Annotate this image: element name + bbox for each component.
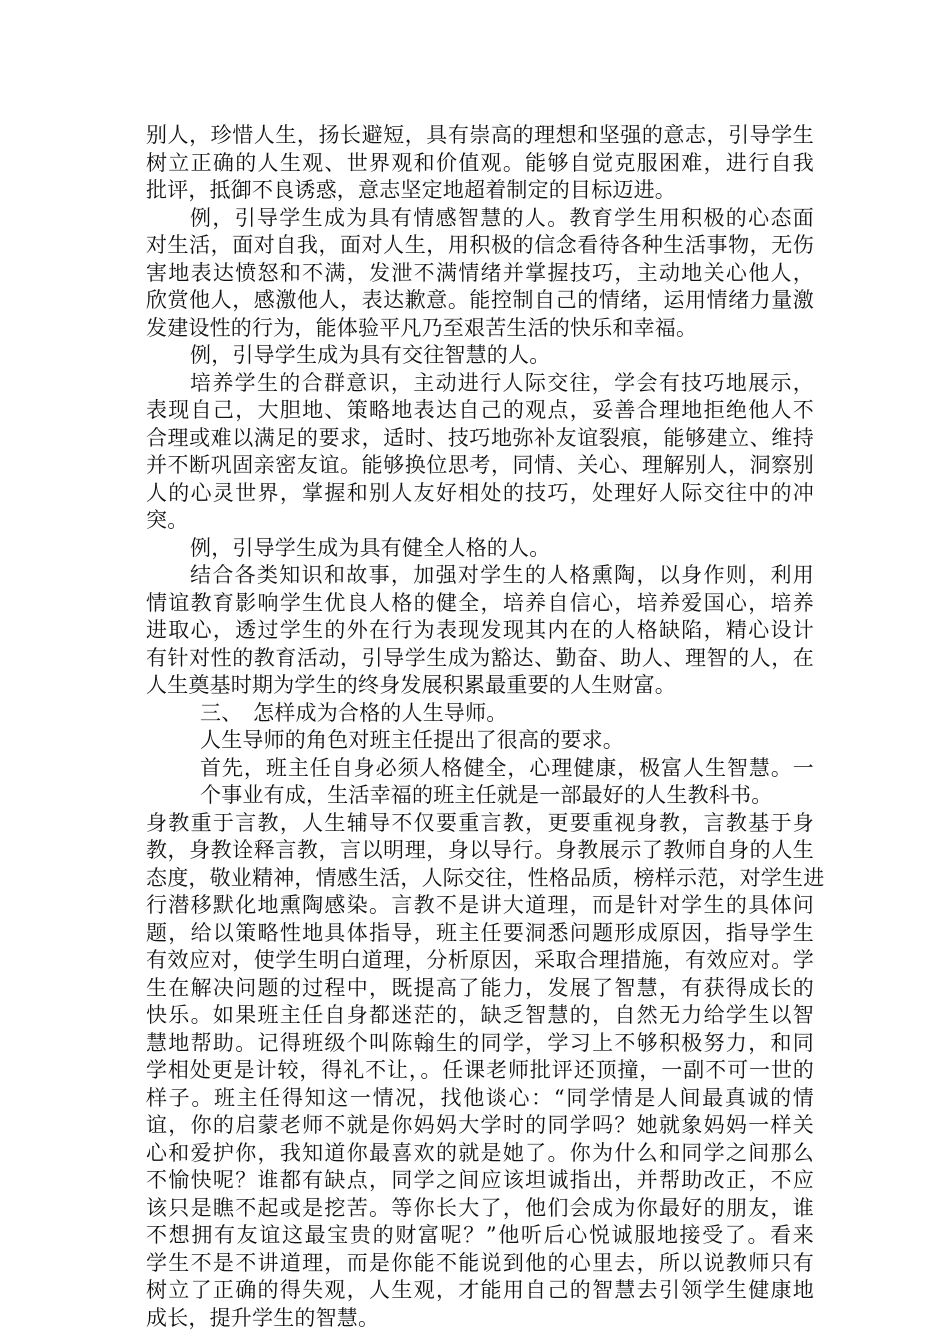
text-line: 教，身教诠释言教，言以明理，身以导行。身教展示了教师自身的人生 bbox=[146, 838, 814, 862]
text-line: 例，引导学生成为具有健全人格的人。 bbox=[190, 535, 551, 560]
text-line: 谊，你的启蒙老师不就是你妈妈大学时的同学吗？她就象妈妈一样关 bbox=[146, 1113, 814, 1137]
text-line: 合理或难以满足的要求，适时、技巧地弥补友谊裂痕，能够建立、维持 bbox=[146, 425, 814, 450]
text-line: 树立了正确的得失观，人生观，才能用自己的智慧去引领学生健康地 bbox=[146, 1278, 814, 1302]
text-line: 例，引导学生成为具有交往智慧的人。 bbox=[190, 343, 551, 367]
text-line: 人的心灵世界，掌握和别人友好相处的技巧，处理好人际交往中的冲 bbox=[146, 480, 814, 505]
text-line: 批评，抵御不良诱惑，意志坚定地超着制定的目标迈进。 bbox=[146, 178, 676, 202]
section-heading: 三、 怎样成为合格的人生导师。 bbox=[200, 700, 508, 725]
text-line: 该只是瞧不起或是挖苦。等你长大了，他们会成为你最好的朋友，谁 bbox=[146, 1195, 814, 1220]
text-line: 人生奠基时期为学生的终身发展积累最重要的人生财富。 bbox=[146, 673, 676, 697]
text-line: 学相处更是计较，得礼不让，。任课老师批评还顶撞，一副不可一世的 bbox=[146, 1058, 814, 1082]
text-line: 人生导师的角色对班主任提出了很高的要求。 bbox=[200, 728, 624, 752]
text-line: 进取心，透过学生的外在行为表现发现其内在的人格缺陷，精心设计 bbox=[146, 618, 814, 642]
text-line: 个事业有成，生活幸福的班主任就是一部最好的人生教科书。 bbox=[200, 783, 773, 807]
text-line: 害地表达愤怒和不满，发泄不满情绪并掌握技巧，主动地关心他人， bbox=[146, 260, 814, 285]
text-line: 生在解决问题的过程中，既提高了能力，发展了智慧，有获得成长的 bbox=[146, 975, 814, 1000]
text-line: 欣赏他人，感激他人，表达歉意。能控制自己的情绪，运用情绪力量激 bbox=[146, 288, 814, 312]
text-line: 表现自己，大胆地、策略地表达自己的观点，妥善合理地拒绝他人不 bbox=[146, 398, 814, 422]
text-line: 例，引导学生成为具有情感智慧的人。教育学生用积极的心态面 bbox=[190, 205, 814, 230]
text-line: 行潜移默化地熏陶感染。言教不是讲大道理，而是针对学生的具体问 bbox=[146, 893, 814, 917]
text-line: 对生活，面对自我，面对人生，用积极的信念看待各种生活事物，无伤 bbox=[146, 233, 814, 257]
text-line: 情谊教育影响学生优良人格的健全，培养自信心，培养爱国心，培养 bbox=[146, 590, 814, 615]
text-line: 发建设性的行为，能体验平凡乃至艰苦生活的快乐和幸福。 bbox=[146, 315, 698, 340]
text-line: 心和爱护你，我知道你最喜欢的就是她了。你为什么和同学之间那么 bbox=[146, 1140, 814, 1165]
text-line: 不愉快呢？谁都有缺点，同学之间应该坦诚指出，并帮助改正，不应 bbox=[146, 1168, 814, 1192]
text-line: 成长，提升学生的智慧。 bbox=[146, 1305, 380, 1330]
text-line: 首先，班主任自身必须人格健全，心理健康，极富人生智慧。一 bbox=[200, 755, 814, 780]
text-line: 慧地帮助。记得班级个叫陈翰生的同学，学习上不够积极努力，和同 bbox=[146, 1030, 814, 1055]
text-line: 结合各类知识和故事，加强对学生的人格熏陶，以身作则，利用 bbox=[190, 563, 814, 587]
text-line: 不想拥有友谊这最宝贵的财富呢？”他听后心悦诚服地接受了。看来 bbox=[146, 1223, 814, 1247]
text-line: 有针对性的教育活动，引导学生成为豁达、勤奋、助人、理智的人，在 bbox=[146, 645, 814, 670]
text-line: 题，给以策略性地具体指导，班主任要洞悉问题形成原因，指导学生 bbox=[146, 920, 814, 945]
text-line: 样子。班主任得知这一情况，找他谈心：“同学情是人间最真诚的情 bbox=[146, 1085, 814, 1110]
text-line: 突。 bbox=[146, 508, 189, 532]
text-line: 态度，敬业精神，情感生活，人际交往，性格品质，榜样示范，对学生进 bbox=[146, 865, 825, 890]
text-line: 并不断巩固亲密友谊。能够换位思考，同情、关心、理解别人，洞察别 bbox=[146, 453, 814, 477]
text-line: 学生不是不讲道理，而是你能不能说到他的心里去，所以说教师只有 bbox=[146, 1250, 814, 1275]
text-line: 培养学生的合群意识，主动进行人际交往，学会有技巧地展示， bbox=[190, 370, 814, 395]
text-line: 有效应对，使学生明白道理，分析原因，采取合理措施，有效应对。学 bbox=[146, 948, 814, 972]
text-line: 身教重于言教，人生辅导不仅要重言教，更要重视身教，言教基于身 bbox=[146, 810, 814, 835]
text-line: 快乐。如果班主任自身都迷茫的，缺乏智慧的，自然无力给学生以智 bbox=[146, 1003, 814, 1027]
text-line: 树立正确的人生观、世界观和价值观。能够自觉克服困难，进行自我 bbox=[146, 150, 814, 175]
text-line: 别人，珍惜人生，扬长避短，具有崇高的理想和坚强的意志，引导学生 bbox=[146, 123, 814, 147]
